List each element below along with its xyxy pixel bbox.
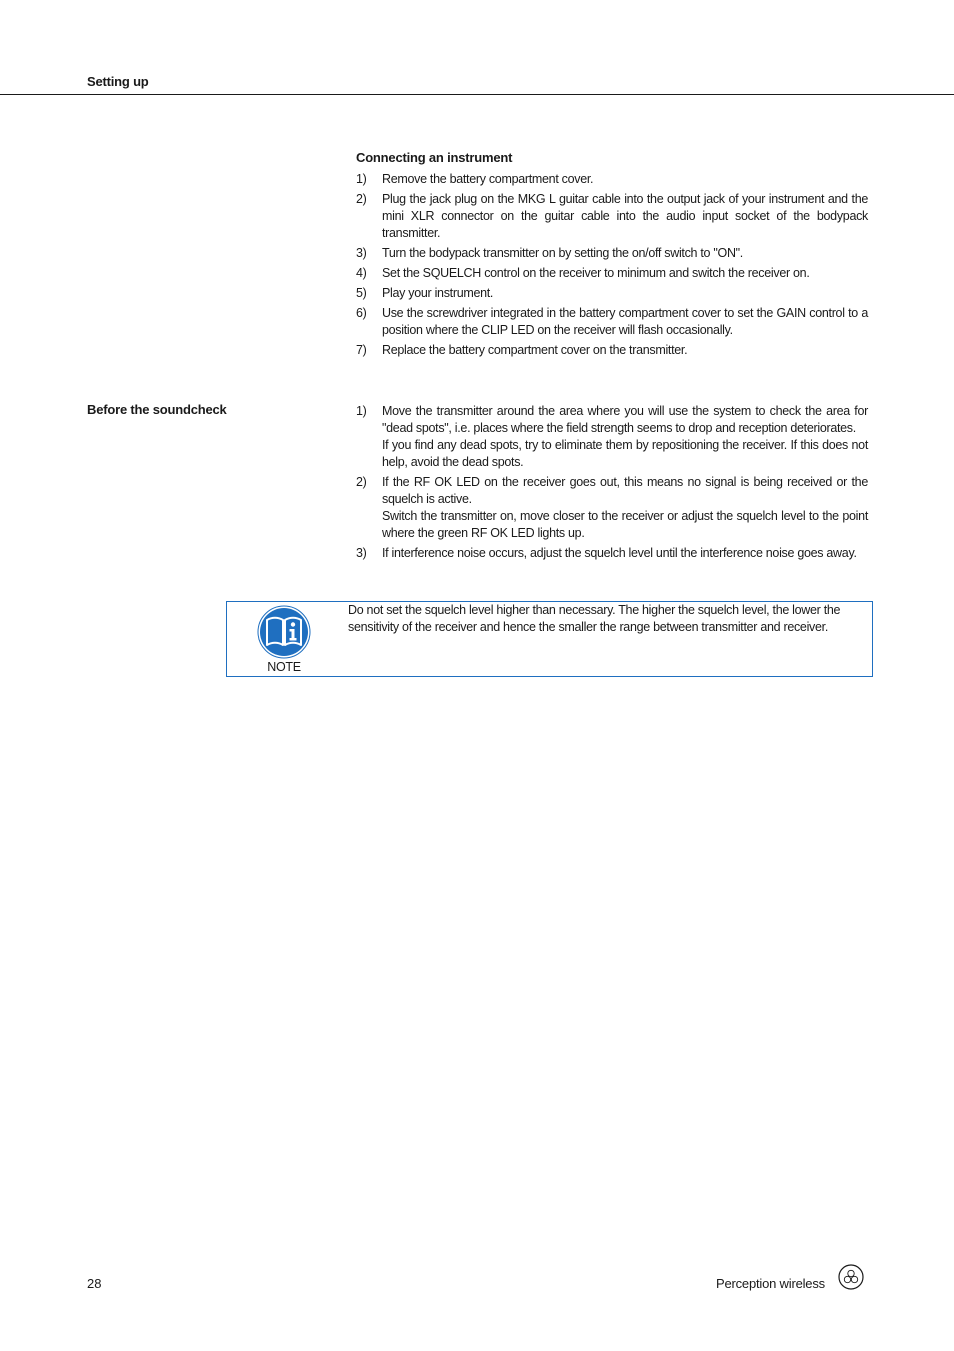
list-item	[356, 191, 868, 242]
step-number: 1)	[356, 404, 367, 418]
step-number: 1)	[356, 172, 367, 186]
list-item	[356, 245, 868, 262]
step-text: Turn the bodypack transmitter on by setting the on/off switch to "ON".	[382, 246, 743, 260]
step-text: Remove the battery compartment cover.	[382, 172, 594, 186]
step-number: 3)	[356, 246, 367, 260]
soundcheck-steps	[356, 403, 868, 565]
list-item	[356, 305, 868, 339]
note-label: NOTE	[267, 660, 301, 674]
page-number: 28	[87, 1276, 102, 1291]
connecting-heading: Connecting an instrument	[356, 150, 513, 165]
step-text: If interference noise occurs, adjust the squelch level until the interference noise goes away.	[382, 546, 857, 560]
list-item	[356, 171, 868, 188]
step-text: Play your instrument.	[382, 286, 494, 300]
step-number: 2)	[356, 475, 367, 489]
note-text: Do not set the squelch level higher than necessary. The higher the squelch level, the lower the sensitivity of the receiver and hence the smaller the range between transmitter and receiver.	[348, 603, 841, 634]
soundcheck-heading: Before the soundcheck	[87, 402, 227, 417]
list-item	[356, 403, 868, 471]
section-title: Setting up	[87, 74, 149, 89]
step-number: 3)	[356, 546, 367, 560]
step-text	[382, 403, 868, 471]
step-number: 2)	[356, 192, 367, 206]
list-item	[356, 545, 868, 562]
note-box	[226, 601, 873, 677]
step-number: 7)	[356, 343, 367, 357]
step-text: Plug the jack plug on the MKG L guitar cable into the output jack of your instrument and the mini XLR connector on the guitar cable into the audio input socket of the bodypack transmitter.	[382, 192, 868, 240]
list-item	[356, 474, 868, 542]
list-item	[356, 265, 868, 282]
connecting-steps	[356, 171, 868, 362]
step-paragraph: If you find any dead spots, try to eliminate them by repositioning the receiver. If this does not help, avoid the dead spots.	[382, 438, 868, 469]
step-number: 4)	[356, 266, 367, 280]
akg-logo-icon	[838, 1264, 864, 1290]
step-number: 5)	[356, 286, 367, 300]
product-name: Perception wireless	[716, 1276, 825, 1291]
step-paragraph: Move the transmitter around the area where you will use the system to check the area for "dead spots", i.e. places where the field strength seems to drop and reception deteriorates.	[382, 404, 868, 435]
header-divider	[0, 94, 954, 95]
step-text: Replace the battery compartment cover on the transmitter.	[382, 343, 688, 357]
list-item	[356, 285, 868, 302]
step-text: Use the screwdriver integrated in the battery compartment cover to set the GAIN control to a position where the CLIP LED on the receiver will flash occasionally.	[382, 306, 868, 337]
step-number: 6)	[356, 306, 367, 320]
list-item	[356, 342, 868, 359]
step-text: Set the SQUELCH control on the receiver to minimum and switch the receiver on.	[382, 266, 810, 280]
step-text	[382, 474, 868, 542]
step-paragraph: Switch the transmitter on, move closer to the receiver or adjust the squelch level to the point where the green RF OK LED lights up.	[382, 509, 868, 540]
info-book-icon	[257, 605, 311, 659]
step-paragraph: If the RF OK LED on the receiver goes out, this means no signal is being received or the squelch is active.	[382, 475, 868, 506]
